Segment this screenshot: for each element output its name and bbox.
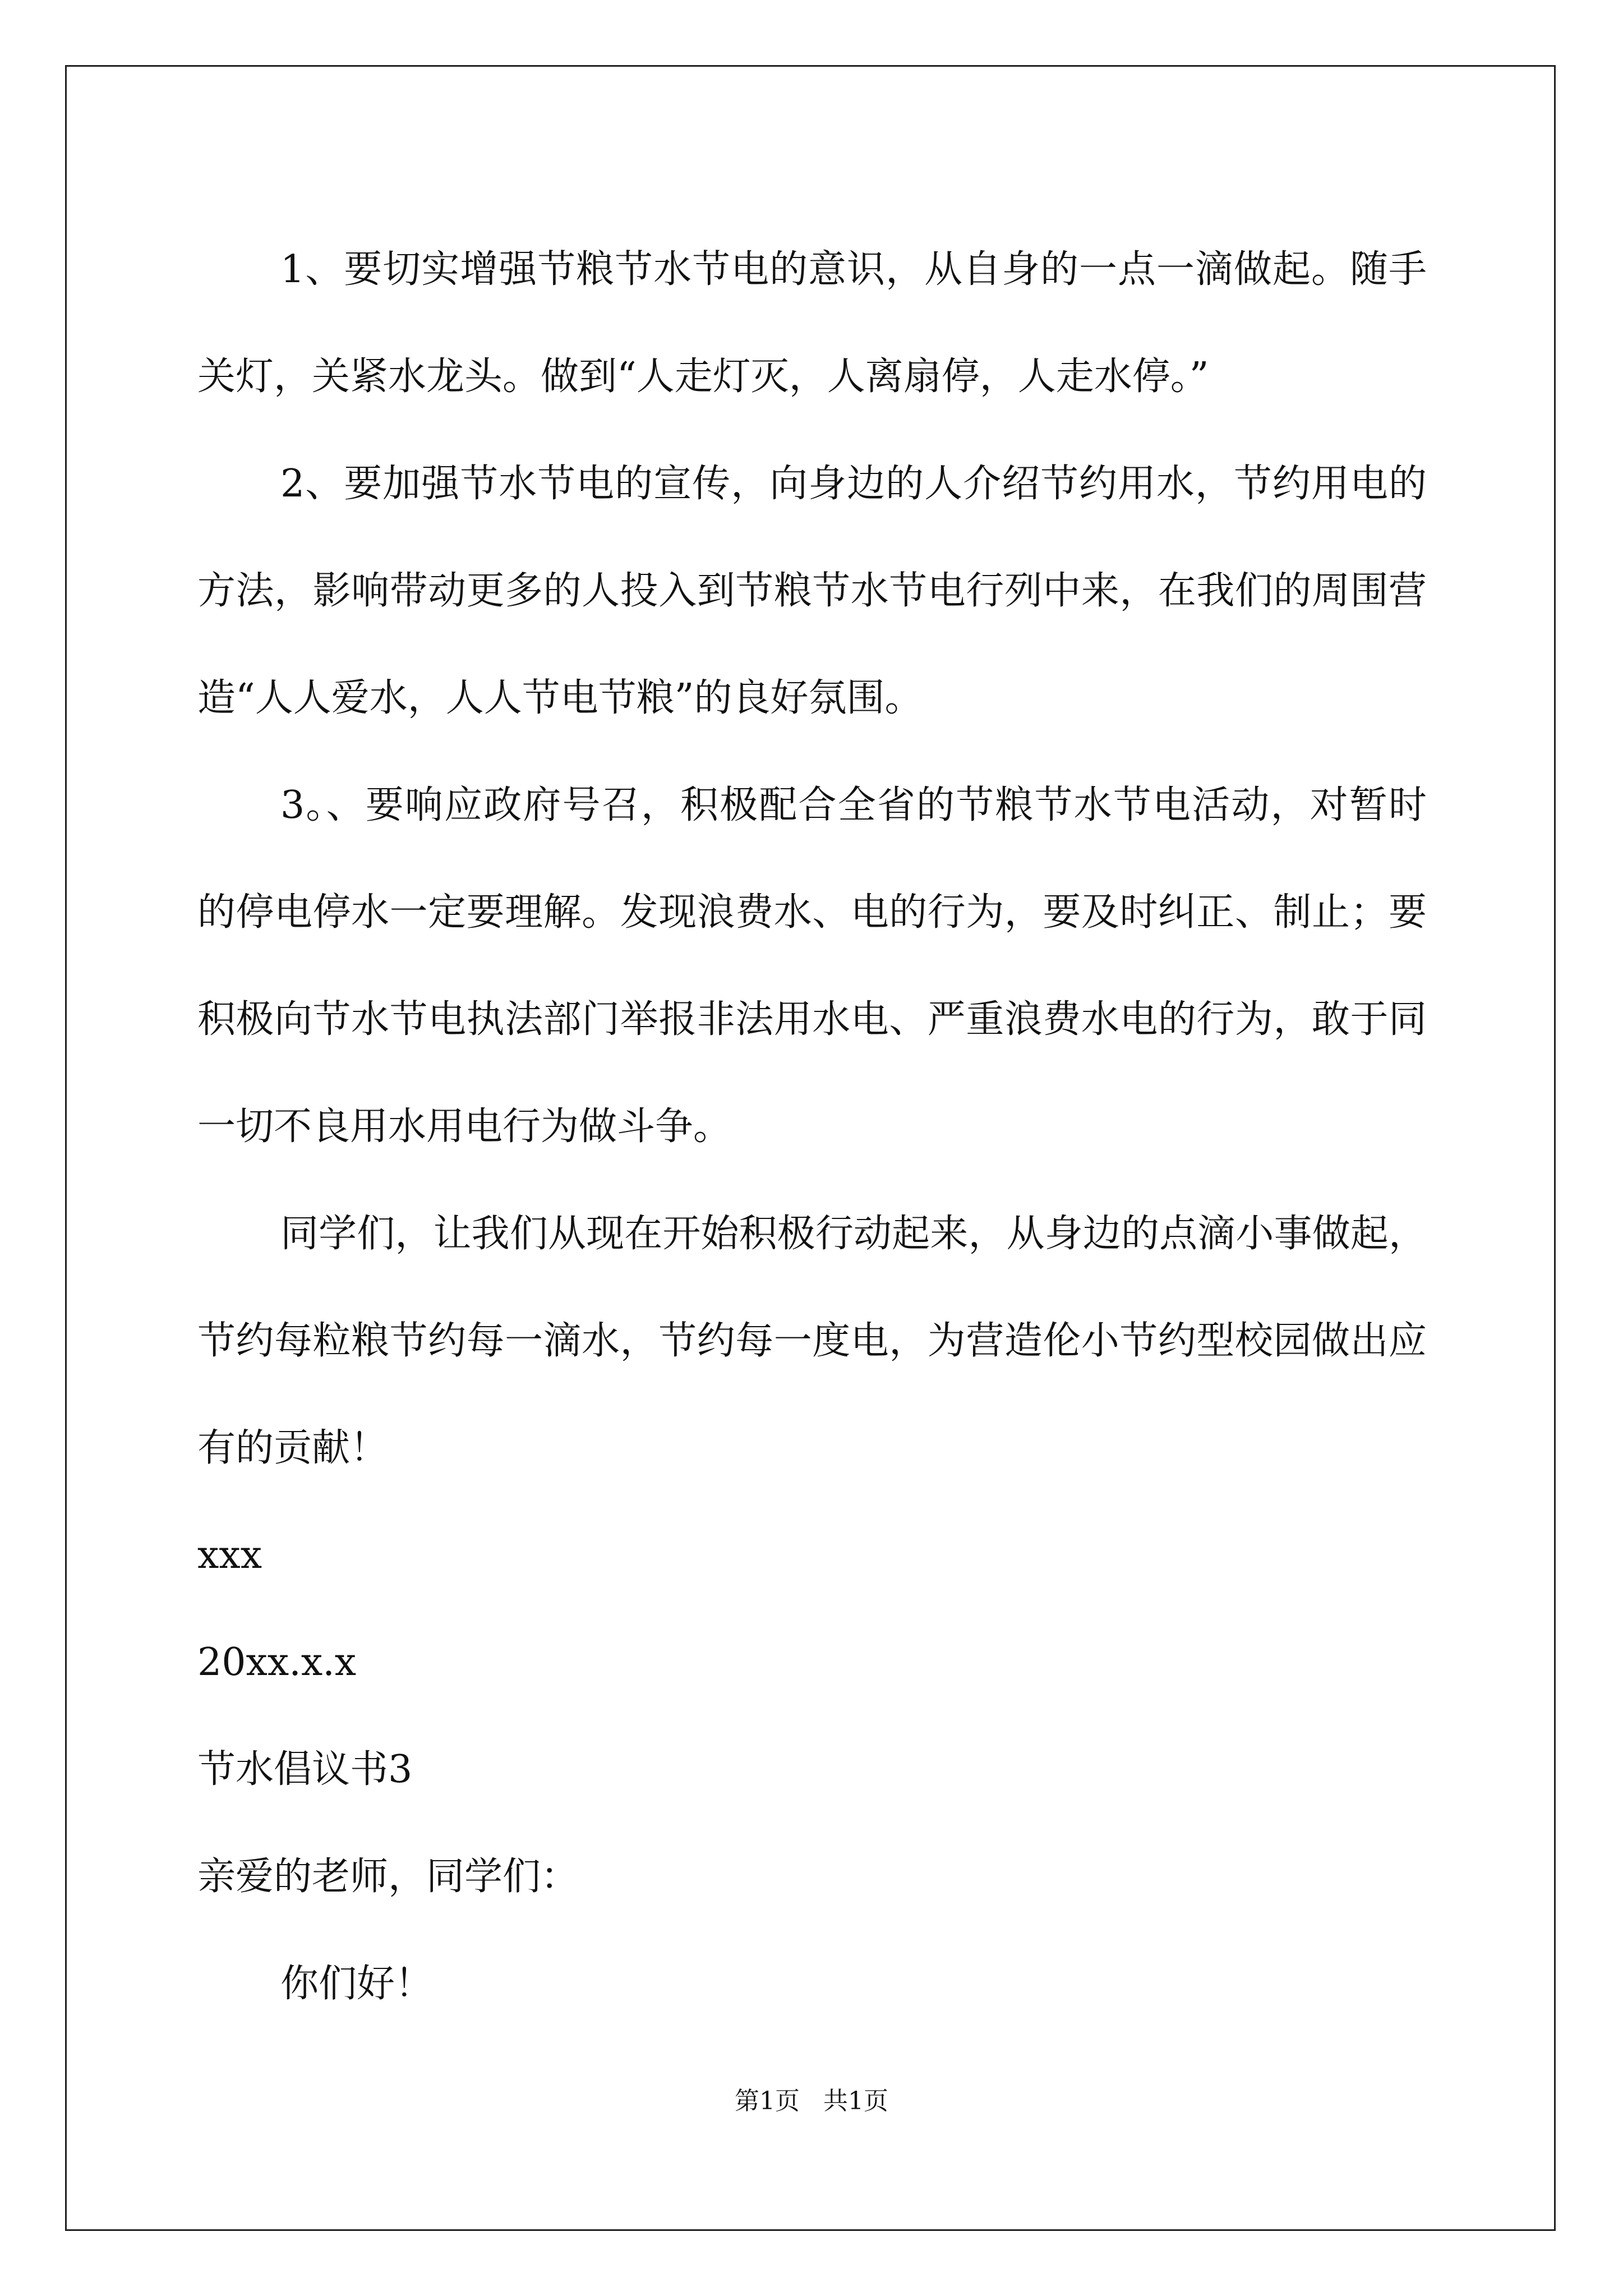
- paragraph-3: 3。、要响应政府号召，积极配合全省的节粮节水节电活动，对暂时的停电停水一定要理解。发现浪费水、电的行为，要及时纠正、制止；要积极向节水节电执法部门举报非法用水电、严重浪费水电的行为，敢于同一切不良用水用电行为做斗争。: [197, 783, 1427, 1149]
- date: 20xx.x.x: [197, 1640, 357, 1685]
- paragraph-4: 同学们，让我们从现在开始积极行动起来，从身边的点滴小事做起，节约每粒粮节约每一滴水，节约每一度电，为营造伦小节约型校园做出应有的贡献！: [197, 1212, 1427, 1470]
- salutation: 亲爱的老师，同学们：: [197, 1855, 579, 1899]
- paragraph-2: 2、要加强节水节电的宣传，向身边的人介绍节约用水，节约用电的方法，影响带动更多的人投入到节粮节水节电行列中来，在我们的周围营造“人人爱水，人人节电节粮”的良好氛围。: [197, 462, 1427, 720]
- paragraph-1: 1、要切实增强节粮节水节电的意识，从自身的一点一滴做起。随手关灯，关紧水龙头。做到“人走灯灭，人离扇停，人走水停。”: [197, 247, 1427, 399]
- signature: xxx: [197, 1533, 262, 1577]
- document-body: [197, 216, 1427, 2037]
- section-title: 节水倡议书3: [197, 1747, 413, 1792]
- greeting: 你们好！: [280, 1962, 434, 2006]
- page-footer: 第1页 共1页: [735, 2087, 888, 2115]
